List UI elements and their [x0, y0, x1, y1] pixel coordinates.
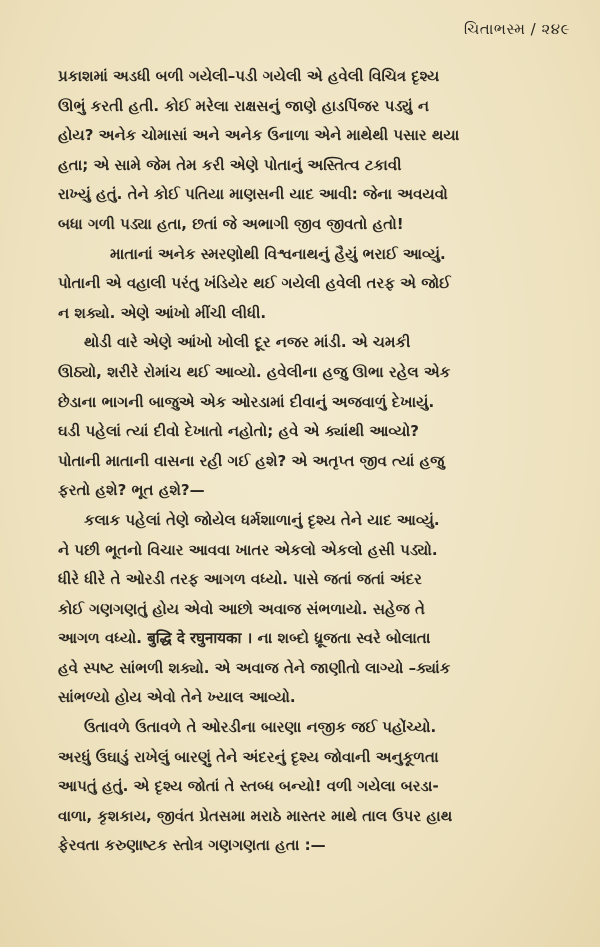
text-line: પોતાની એ વહાલી પરંતુ ખંડિયેર થઈ ગયેલી હવેલી તરફ એ જોઈ [58, 274, 451, 293]
text-line: પ્રકાશમાં અડધી બળી ગયેલી–પડી ગયેલી એ હવેલી વિચિત્ર દૃશ્ય [58, 67, 440, 85]
body-text [58, 62, 558, 861]
text-line: ઉતાવળે ઉતાવળે તે ઓરડીના બારણા નજીક જઈ પહોંચ્યો. [84, 718, 437, 737]
text-line: ધીરે ધીરે તે ઓરડી તરફ આગળ વધ્યો. પાસે જતાં જતાં અંદર [58, 570, 422, 589]
paragraph-4 [58, 506, 558, 713]
paragraph-3 [58, 328, 558, 506]
text-line: છેડાના ભાગની બાજુએ એક ઓરડામાં દીવાનું અજવાળું દેખાયું. [58, 392, 435, 411]
text-line: માતાનાં અનેક સ્મરણોથી વિશ્વનાથનું હૈયું ભરાઈ આવ્યું. [110, 244, 446, 263]
text-line: ફેરવતા કરુણાષ્ટક સ્તોત્ર ગણગણતા હતા :— [58, 836, 326, 855]
paragraph-2 [58, 240, 558, 329]
paragraph-5 [58, 713, 558, 861]
text-line: કોઈ ગણગણતું હોય એવો આછો અવાજ સંભળાયો. સહેજ તે [58, 599, 425, 618]
text-line: સાંભળ્યો હોય એવો તેને ખ્યાલ આવ્યો. [58, 688, 296, 707]
text-line: રાખ્યું હતું. તેને કોઈ પતિયા માણસની યાદ આવી: જેના અવયવો [58, 185, 448, 204]
text-line: ફરતો હશે? ભૂત હશે?— [58, 481, 205, 500]
text-line: આપતું હતું. એ દૃશ્ય જોતાં તે સ્તબ્ધ બન્યો! વળી ગયેલા બરડા- [58, 777, 439, 796]
text-line: હવે સ્પષ્ટ સાંભળી શક્યો. એ અવાજ તેને જાણીતો લાગ્યો –ક્યાંક [58, 658, 451, 677]
text-line: આગળ વધ્યો. बुद्धि दे रघुनायका । ના શબ્દો ધ્રૂજતા સ્વરે બોલાતા [58, 629, 431, 648]
text-line: થોડી વારે એણે આંખો ખોલી દૂર નજર માંડી. એ ચમકી [84, 333, 411, 352]
text-line: ઊઠ્યો, શરીરે રોમાંચ થઈ આવ્યો. હવેલીના હજુ ઊભા રહેલ એક [58, 362, 451, 381]
text-line: હોય? અનેક ચોમાસાં અને અનેક ઉનાળા એને માથેથી પસાર થયા [58, 126, 460, 145]
running-head: ચિતાભસ્મ / ૨૪૯ [463, 20, 570, 38]
text-line: પોતાની માતાની વાસના રહી ગઈ હશે? એ અતૃપ્ત જીવ ત્યાં હજુ [58, 451, 445, 470]
text-line: ઊભું કરતી હતી. કોઈ મરેલા રાક્ષસનું જાણે હાડપિંજર પડ્યું ન [58, 96, 430, 115]
text-line: વાળા, કૃશકાય, જીવંત પ્રેતસમા મરાઠે માસ્તર માથે તાલ ઉપર હાથ [58, 806, 453, 825]
text-line: ઘડી પહેલાં ત્યાં દીવો દેખાતો નહોતો; હવે એ ક્યાંથી આવ્યો? [58, 422, 419, 441]
text-line: અરધું ઉઘાડું રાખેલું બારણું તેને અંદરનું દૃશ્ય જોવાની અનુકૂળતા [58, 747, 439, 766]
text-line: કલાક પહેલાં તેણે જોયેલ ધર્મશાળાનું દૃશ્ય તેને યાદ આવ્યું. [84, 510, 440, 529]
text-line: ન શક્યો. એણે આંખો મીંચી લીધી. [58, 303, 267, 322]
text-line: બધા ગળી પડ્યા હતા, છતાં જે અભાગી જીવ જીવતો હતો! [58, 214, 404, 233]
paragraph-1 [58, 62, 558, 240]
text-line: હતા; એ સામે જેમ તેમ કરી એણે પોતાનું અસ્તિત્વ ટકાવી [58, 155, 402, 174]
text-line: ને પછી ભૂતનો વિચાર આવવા ખાતર એકલો એકલો હસી પડ્યો. [58, 540, 438, 559]
